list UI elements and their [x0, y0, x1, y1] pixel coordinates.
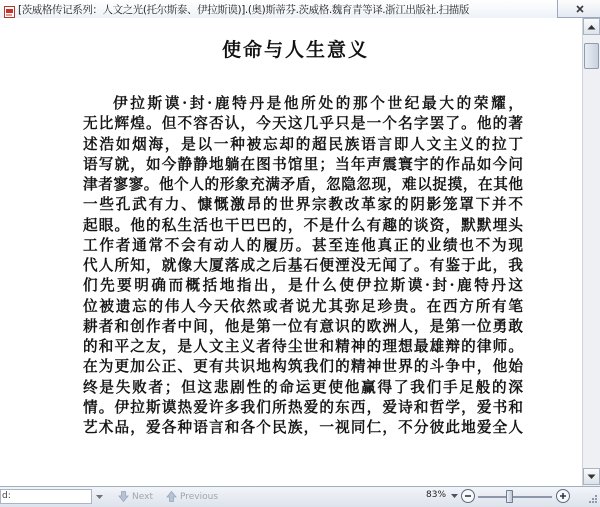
text-line: 述浩如烟海，是以一种被忘却的超民族语言即人文主义的拉丁: [83, 135, 523, 153]
zoom-slider-thumb[interactable]: [506, 490, 513, 503]
previous-label: Previous: [180, 491, 219, 502]
zoom-out-button[interactable]: [461, 489, 475, 503]
zoom-level[interactable]: 83%: [426, 490, 447, 500]
chevron-down-icon: [96, 495, 103, 499]
vertical-scrollbar[interactable]: [582, 18, 600, 486]
text-line: 艺术品，爱各种语言和各个民族，一视同仁，不分彼此地爱全人: [83, 419, 523, 436]
zoom-slider-track[interactable]: [478, 496, 552, 498]
close-icon[interactable]: [572, 1, 588, 17]
text-line: 伊拉斯谟·封·鹿特丹是他所处的那个世纪最大的荣耀，: [113, 95, 523, 112]
text-line: 的和平之友，是人文主义者待尘世和精神的理想最雄辩的律师。: [83, 338, 523, 355]
scrollbar-thumb[interactable]: [584, 43, 599, 69]
document-page: [9, 18, 582, 486]
next-label: Next: [132, 491, 153, 502]
zoom-in-button[interactable]: [556, 489, 570, 503]
arrow-up-icon: [587, 24, 596, 30]
document-viewport[interactable]: [0, 18, 582, 486]
find-input[interactable]: [0, 489, 92, 504]
plus-icon: [559, 492, 567, 500]
text-line: 一些孔武有力、慷慨激昂的世界宗教改革家的阴影笼罩下并不: [83, 196, 523, 214]
arrow-down-icon: [118, 491, 129, 502]
zoom-dropdown-button[interactable]: [449, 490, 459, 502]
text-line: 无比辉煌。但不容否认，今天这几乎只是一个名字罢了。他的著: [83, 115, 523, 133]
next-button[interactable]: [118, 489, 153, 504]
document-tab[interactable]: [0, 0, 558, 18]
text-line: 们先要明确而概括地指出，是什么使伊拉斯谟·封·鹿特丹这: [83, 277, 523, 295]
text-line: 语写就，如今静静地躺在图书馆里；当年声震寰宇的作品如今问: [83, 155, 523, 173]
resize-grip-icon[interactable]: [584, 492, 598, 504]
tab-bar: [0, 0, 600, 18]
tab-title: [茨威格传记系列：人文之光(托尔斯泰、伊拉斯谟)].(奥)斯蒂芬.茨威格.魏育青等译.浙江出版社.扫描版: [18, 3, 469, 16]
find-dropdown-button[interactable]: [93, 489, 105, 504]
pdf-file-icon: [4, 3, 15, 15]
scroll-down-button[interactable]: [583, 468, 600, 485]
chevron-down-icon: [451, 494, 458, 498]
minus-icon: [464, 492, 472, 500]
page-title: 使命与人生意义: [221, 39, 369, 61]
text-line: 工作者通常不会有动人的履历。甚至连他真正的业绩也不为现: [83, 236, 523, 254]
text-line: 代人所知，就像大厦落成之后基石便湮没无闻了。有鉴于此，我: [83, 257, 523, 274]
previous-button[interactable]: [166, 489, 218, 504]
text-line: 在为更加公正、更有共识地构筑我们的精神世界的斗争中，他始: [83, 358, 523, 376]
body-text: [83, 94, 523, 438]
scroll-up-button[interactable]: [583, 18, 600, 35]
text-line: 耕者和创作者中间，他是第一位有意识的欧洲人，是第一位勇敢: [83, 317, 523, 335]
arrow-down-icon: [587, 474, 596, 480]
find-label: d:: [2, 491, 11, 501]
arrow-up-icon: [166, 491, 177, 502]
text-line: 津者寥寥。他个人的形象充满矛盾，忽隐忽现，难以捉摸，在其他: [83, 176, 523, 193]
status-bar: [0, 486, 600, 507]
text-line: 位被遗忘的伟人今天依然或者说尤其弥足珍贵。在西方所有笔: [83, 297, 523, 315]
text-line: 起眼。他的私生活也干巴巴的，不是什么有趣的谈资，默默埋头: [83, 216, 523, 234]
text-line: 情。伊拉斯谟热爱许多我们所热爱的东西，爱诗和哲学，爱书和: [83, 398, 523, 416]
text-line: 终是失败者；但这悲剧性的命运更使他赢得了我们手足般的深: [83, 378, 523, 396]
